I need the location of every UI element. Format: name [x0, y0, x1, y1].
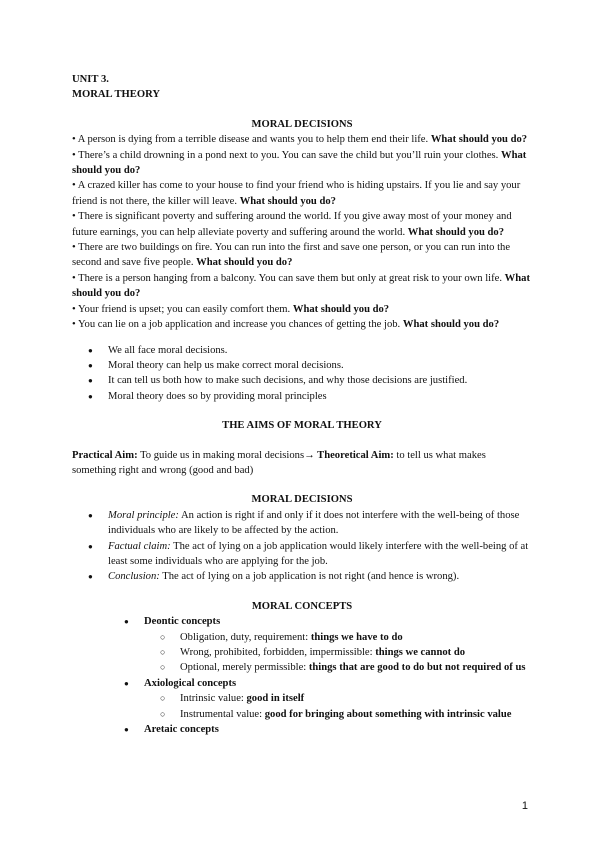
section-heading-aims: THE AIMS OF MORAL THEORY — [222, 420, 382, 432]
aims-paragraph: Practical Aim: To guide us in making moral decisions→ Theoretical Aim: to tell us what makes something right and wrong (good and bad) — [72, 449, 486, 476]
list-item: ● Moral principle: An action is right if and only if it does not interfere with the well-being of those individuals who are likely to be affected by the action. — [72, 508, 532, 539]
case-item: • There are two buildings on fire. You can run into the first and save one person, or you can run into the second and save five people. What should you do? — [72, 242, 511, 269]
cases-list — [72, 132, 532, 332]
case-item: • A crazed killer has come to your house to find your friend who is hiding upstairs. If you lie and say your friend is not there, the killer will leave. What should you do? — [72, 180, 521, 207]
list-item: ● We all face moral decisions. — [72, 343, 532, 358]
concept-group-title: ● Aretaic concepts — [72, 722, 532, 737]
case-item: • You can lie on a job application and increase you chances of getting the job. What should you do? — [72, 319, 500, 331]
list-item: ● Moral theory does so by providing moral principles — [72, 389, 532, 404]
list-item: ● It can tell us both how to make such decisions, and why those decisions are justified. — [72, 373, 532, 388]
concept-groups — [72, 676, 532, 691]
unit-title: MORAL THEORY — [72, 89, 161, 101]
list-item: ● Moral theory can help us make correct moral decisions. — [72, 358, 532, 373]
page-number: 1 — [521, 800, 528, 812]
list-item: ○ Obligation, duty, requirement: things we have to do — [72, 630, 532, 645]
unit-number: UNIT 3. — [72, 74, 109, 85]
concept-groups — [72, 722, 532, 737]
concept-sublist — [72, 691, 532, 722]
case-item: • There’s a child drowning in a pond next to you. You can save the child but you’ll ruin your clothes. What should you do? — [72, 149, 527, 177]
concept-sublist — [72, 630, 532, 676]
section-heading-moral-concepts: MORAL CONCEPTS — [251, 600, 353, 612]
case-item: • Your friend is upset; you can easily comfort them. What should you do? — [72, 303, 390, 315]
list-item: ● Conclusion: The act of lying on a job application is not right (and hence is wrong). — [72, 569, 532, 584]
section-heading-moral-decisions: MORAL DECISIONS — [251, 118, 353, 130]
concept-group-title: ● Deontic concepts — [72, 614, 532, 629]
case-item: • There is significant poverty and suffering around the world. If you give away most of your money and future earnings, you can help alleviate poverty and suffering around the world. What should you do? — [72, 211, 512, 238]
list-item: ○ Instrumental value: good for bringing about something with intrinsic value — [72, 707, 532, 722]
document-page — [72, 72, 532, 737]
case-item: • A person is dying from a terrible disease and wants you to help them end their life. What should you do? — [72, 134, 528, 146]
argument-list — [72, 508, 532, 585]
concept-groups — [72, 614, 532, 629]
section-heading-moral-decisions-2: MORAL DECISIONS — [251, 494, 353, 506]
list-item: ○ Optional, merely permissible: things that are good to do but not required of us — [72, 660, 532, 675]
case-item: • There is a person hanging from a balcony. You can save them but only at great risk to your own life. What should you do? — [72, 272, 530, 300]
list-item: ○ Intrinsic value: good in itself — [72, 691, 532, 706]
list-item: ● Factual claim: The act of lying on a job application would likely interfere with the well-being of at least some individuals who are applying for the job. — [72, 539, 532, 570]
moral-theory-bullets — [72, 343, 532, 405]
list-item: ○ Wrong, prohibited, forbidden, impermissible: things we cannot do — [72, 645, 532, 660]
concept-group-title: ● Axiological concepts — [72, 676, 532, 691]
